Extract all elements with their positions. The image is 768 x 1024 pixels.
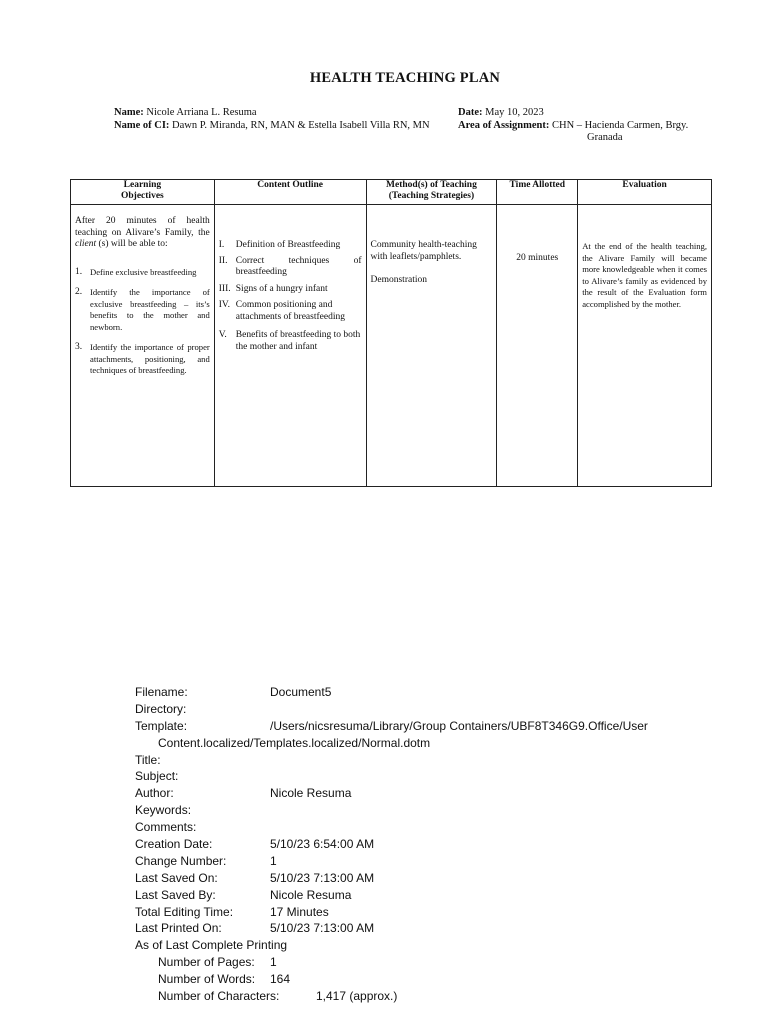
prop-row (135, 819, 648, 836)
content-number: IV. (218, 300, 230, 310)
prop-value: 5/10/23 6:54:00 AM (270, 837, 375, 852)
prop-row (135, 684, 648, 701)
evaluation-header: Evaluation (578, 180, 712, 205)
objective-item (75, 267, 210, 279)
prop-label: Number of Characters: (158, 989, 280, 1004)
ci-name-line (114, 119, 430, 132)
content-item (219, 240, 362, 252)
content-header: Content Outline (214, 180, 366, 205)
prop-value: Document5 (270, 685, 332, 699)
objective-text: Define exclusive breastfeeding (90, 266, 197, 277)
prop-row (135, 802, 648, 819)
content-number: I. (218, 240, 225, 250)
method-header-line1: Method(s) of Teaching (386, 180, 477, 190)
prop-label: Template: (135, 718, 188, 733)
prop-row (135, 937, 648, 954)
prop-label: Author: (135, 786, 174, 801)
objective-number: 1. (75, 266, 83, 277)
prop-label: Filename: (135, 685, 188, 699)
objective-number: 3. (75, 342, 83, 352)
prop-row (135, 954, 648, 971)
prop-label: Last Saved By: (135, 887, 216, 902)
prop-value: 5/10/23 7:13:00 AM (270, 921, 375, 936)
area-value: CHN – Hacienda Carmen, Brgy. (552, 120, 689, 131)
prop-label: Keywords: (135, 803, 192, 818)
prop-row (135, 887, 648, 904)
table-row (71, 205, 712, 487)
prop-label: Change Number: (135, 853, 227, 868)
objective-item (75, 342, 210, 377)
objectives-cell (71, 205, 215, 487)
objective-text: Identify the importance of proper attachments, positioning, and techniques of breastfeeding. (90, 342, 210, 375)
teaching-plan-table (70, 179, 712, 487)
objective-item (75, 287, 210, 333)
student-name-line (114, 106, 257, 119)
content-text: Benefits of breastfeeding to both the mother and infant (235, 330, 361, 352)
prop-row (135, 752, 648, 769)
document-properties (135, 684, 648, 1005)
objectives-header-line1: Learning (123, 180, 162, 190)
prop-label: Number of Pages: (158, 955, 255, 970)
prop-value: 1,417 (approx.) (316, 989, 398, 1004)
date-line (458, 106, 544, 119)
content-item (219, 284, 362, 296)
evaluation-cell (578, 205, 712, 487)
ci-value: Dawn P. Miranda, RN, MAN & Estella Isabell Villa RN, MN (172, 120, 430, 131)
prop-label: Last Saved On: (135, 870, 218, 885)
prop-row (135, 904, 648, 921)
prop-row (135, 718, 648, 735)
objectives-header-line2: Objectives (121, 191, 164, 201)
prop-label: Total Editing Time: (135, 904, 234, 919)
prop-label: Directory: (135, 701, 187, 716)
page-title: HEALTH TEACHING PLAN (309, 70, 501, 86)
method-header-line2: (Teaching Strategies) (388, 191, 475, 201)
prop-row (135, 870, 648, 887)
time-header: Time Allotted (497, 180, 578, 205)
content-item (219, 256, 362, 279)
date-label: Date: (458, 107, 483, 118)
prop-value: 1 (270, 853, 277, 868)
content-text: Signs of a hungry infant (235, 283, 328, 294)
prop-row (135, 920, 648, 937)
method-cell (366, 205, 497, 487)
prop-value: 5/10/23 7:13:00 AM (270, 870, 375, 885)
time-value: 20 minutes (516, 253, 559, 263)
time-cell (497, 205, 578, 487)
prop-row (135, 735, 648, 752)
table-header-row (71, 180, 712, 205)
evaluation-text: At the end of the health teaching, the Alivare Family will became more knowledgeable when it comes to Alivare’s family as evidenced by the result of the Evaluation form accomplished by the mother. (582, 241, 707, 309)
prop-label: Subject: (135, 769, 179, 784)
name-value: Nicole Arriana L. Resuma (146, 107, 257, 118)
objectives-intro-client: client (75, 239, 97, 249)
content-item (219, 300, 362, 323)
prop-row (135, 971, 648, 988)
prop-row (135, 836, 648, 853)
prop-value: 164 (270, 972, 291, 987)
prop-label: Creation Date: (135, 837, 213, 852)
content-text: Common positioning and attachments of breastfeeding (235, 300, 345, 322)
prop-value: /Users/nicsresuma/Library/Group Containers/UBF8T346G9.Office/User (270, 718, 648, 733)
method-item: Community health-teaching with leaflets/pamphlets. (370, 240, 477, 262)
prop-value: Content.localized/Templates.localized/Normal.dotm (158, 735, 431, 750)
prop-label: As of Last Complete Printing (135, 938, 288, 953)
content-item (219, 330, 362, 353)
content-number: III. (218, 283, 231, 294)
prop-row (135, 853, 648, 870)
content-text: Correct techniques of breastfeeding (235, 255, 362, 277)
prop-row (135, 988, 648, 1005)
content-outline-cell (214, 205, 366, 487)
prop-row (135, 701, 648, 718)
prop-value: 17 Minutes (270, 904, 329, 919)
prop-row (135, 768, 648, 785)
date-value: May 10, 2023 (485, 107, 544, 118)
area-line (458, 119, 688, 132)
objectives-intro-text: After 20 minutes of health teaching on Alivare’s Family, the (75, 216, 210, 238)
prop-label: Title: (135, 752, 161, 767)
content-text: Definition of Breastfeeding (235, 240, 341, 250)
prop-value: 1 (270, 955, 277, 970)
objective-number: 2. (75, 287, 83, 297)
content-number: II. (218, 255, 228, 266)
objectives-intro-text-end: (s) will be able to: (96, 239, 168, 249)
method-item: Demonstration (370, 275, 427, 285)
prop-label: Comments: (135, 820, 197, 835)
ci-label: Name of CI: (114, 120, 170, 131)
prop-label: Number of Words: (158, 972, 256, 987)
prop-row (135, 785, 648, 802)
area-value-cont: Granada (587, 132, 623, 143)
prop-label: Last Printed On: (135, 921, 222, 936)
objective-text: Identify the importance of exclusive breastfeeding – its’s benefits to the mother and newborn. (90, 287, 210, 332)
area-label: Area of Assignment: (458, 120, 550, 131)
prop-value: Nicole Resuma (270, 786, 352, 801)
content-number: V. (218, 330, 227, 340)
prop-value: Nicole Resuma (270, 887, 352, 902)
name-label: Name: (114, 107, 144, 118)
objectives-intro (75, 216, 210, 251)
method-header (366, 180, 497, 205)
objectives-header (71, 180, 215, 205)
